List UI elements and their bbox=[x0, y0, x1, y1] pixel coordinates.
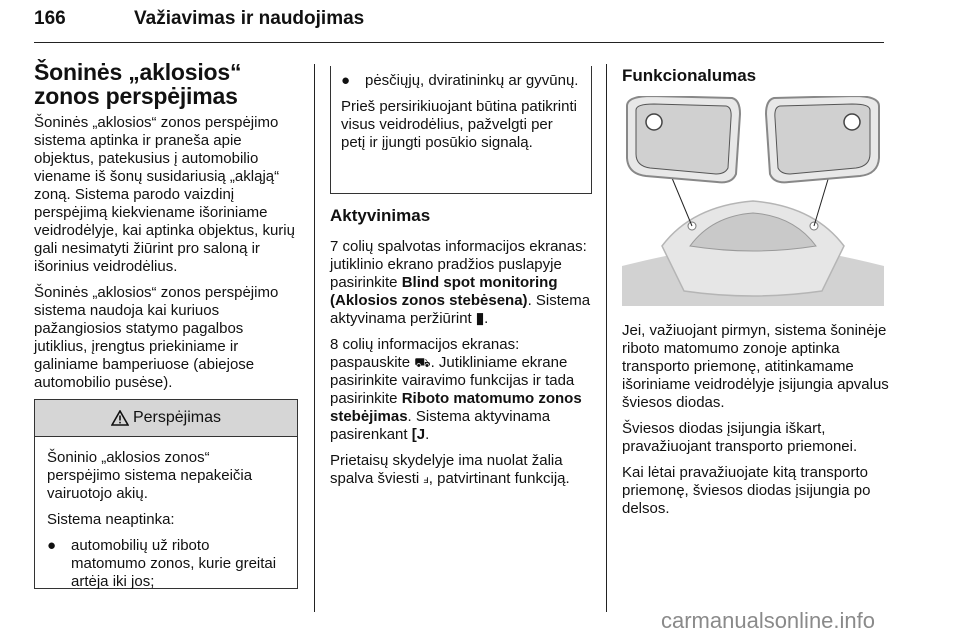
paragraph: Šviesos diodas įsijungia iškart, pravažiuojant transporto priemonei. bbox=[622, 420, 858, 455]
warning-header bbox=[35, 400, 297, 437]
mirror-illustration bbox=[622, 96, 884, 306]
bullet-icon: ● bbox=[47, 537, 57, 554]
column-2 bbox=[330, 206, 592, 497]
list-item-text: automobilių už riboto matomumo zonos, kurie greitai artėja iki jos; bbox=[71, 537, 277, 590]
paragraph: 8 colių informacijos ekranas: paspauskite ⛟. Jutikliniame ekrane pasirinkite vairavimo funkcijas ir tada pasirinkite Riboto matomumo zonos stebėjimas. Sistema aktyvinama pasirenkant [J. bbox=[330, 336, 582, 443]
bullet-icon: ● bbox=[341, 72, 351, 89]
paragraph: Prieš persirikiuojant būtina patikrinti visus veidrodėlius, pažvelgti per petį ir įjungti posūkio signalą. bbox=[341, 98, 577, 151]
list-item bbox=[47, 537, 285, 591]
paragraph: Sistema neaptinka: bbox=[47, 511, 175, 528]
toggle-icon: [J bbox=[411, 426, 426, 443]
column-divider bbox=[314, 64, 315, 612]
paragraph: Šoninio „aklosios zonos“ perspėjimo sistema nepakeičia vairuotojo akių. bbox=[47, 449, 253, 502]
paragraph: Jei, važiuojant pirmyn, sistema šoninėje riboto matomumo zonoje aptinka transporto priemonę, atitinkamame išoriniame veidrodėlyje įsijungia apvalus šviesos diodas. bbox=[622, 322, 889, 411]
section-title: Aktyvinimas bbox=[330, 206, 431, 225]
paragraph: Kai lėtai pravažiuojate kitą transporto priemonę, šviesos diodas įsijungia po delsos. bbox=[622, 464, 871, 517]
paragraph: 7 colių spalvotas informacijos ekranas: jutiklinio ekrano pradžios puslapyje pasirinkite Blind spot monitoring (Aklosios zonos stebėsena). Sistema aktyvinama peržiūrint ▮. bbox=[330, 238, 591, 327]
paragraph: Šoninės „aklosios“ zonos perspėjimo sistema aptinka ir praneša apie objektus, patekusius į automobilio viename iš šonų susidariusią „akląją“ zoną. Sistema parodo vaizdinį perspėjimą kiekviename išoriniame veidrodėlyje, kai aptinka objektus, kurių gali nesimatyti žiūrint pro saloną ir išorinius veidrodėlius. bbox=[34, 114, 295, 275]
chapter-title: Važiavimas ir naudojimas bbox=[134, 8, 365, 29]
column-1 bbox=[34, 60, 298, 400]
list-item-text: pėsčiųjų, dviratininkų ar gyvūnų. bbox=[365, 72, 579, 89]
section-title: Šoninės „aklosios“ zonos perspėjimas bbox=[34, 59, 242, 109]
watermark: carmanualsonline.info bbox=[660, 608, 876, 633]
warning-box-continued bbox=[330, 66, 592, 194]
indicator-icon: ⅎ bbox=[423, 474, 429, 486]
check-icon: ▮ bbox=[475, 310, 485, 327]
paragraph: Šoninės „aklosios“ zonos perspėjimo sistema naudoja kai kuriuos pažangiosios statymo pagalbos jutiklius, įrengtus priekiniame ir galiniame bamperiuose (abiejose automobilio pusėse). bbox=[34, 284, 279, 391]
page-header bbox=[34, 6, 884, 43]
column-3 bbox=[622, 66, 890, 98]
warning-box bbox=[34, 399, 298, 589]
page-number: 166 bbox=[34, 8, 66, 29]
column-3-text bbox=[622, 322, 890, 526]
warning-body bbox=[35, 437, 297, 591]
section-title: Funkcionalumas bbox=[622, 66, 757, 85]
warning-triangle-icon bbox=[111, 410, 129, 426]
warning-title: Perspėjimas bbox=[132, 409, 222, 426]
paragraph: Prietaisų skydelyje ima nuolat žalia spalva šviesti ⅎ, patvirtinant funkciją. bbox=[330, 452, 570, 487]
column-divider bbox=[606, 64, 607, 612]
list-item bbox=[341, 72, 581, 90]
car-icon: ⛟ bbox=[414, 355, 431, 370]
